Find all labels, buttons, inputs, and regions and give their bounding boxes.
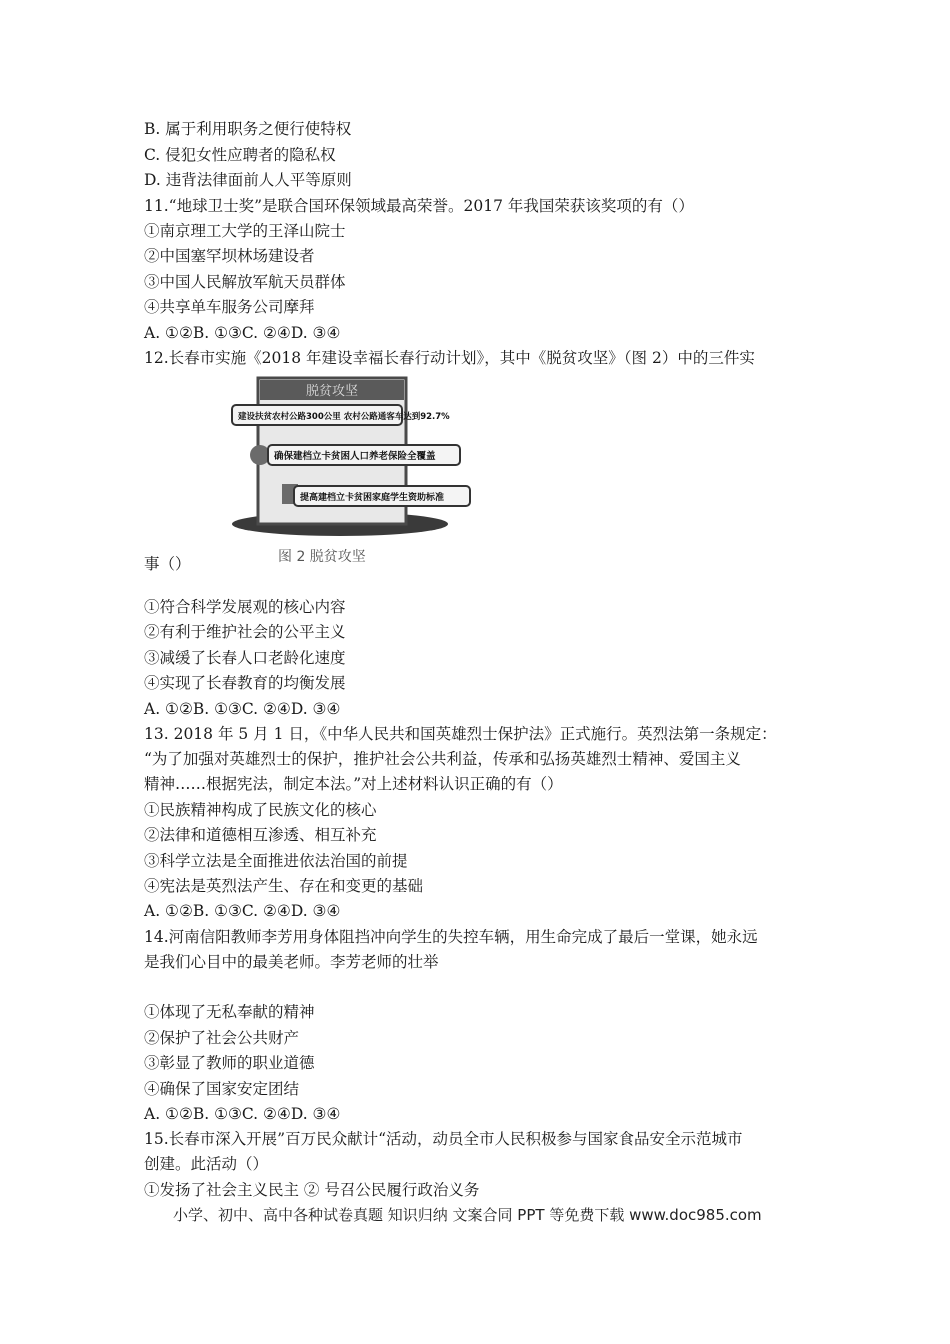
q14-statement-3: ③彰显了教师的职业道德 (144, 1054, 315, 1072)
q14-statement-1: ①体现了无私奉献的精神 (144, 1003, 315, 1021)
footer-download-notice: 小学、初中、高中各种试卷真题 知识归纳 文案合同 PPT 等免费下载 www.doc985.com (173, 1206, 762, 1224)
q11-statement-2: ②中国塞罕坝林场建设者 (144, 247, 315, 265)
question-12: 12.长春市实施《2018 年建设幸福长春行动计划》，其中《脱贫攻坚》（图 2）中的三件实 (144, 349, 755, 367)
question-13: 13. 2018 年 5 月 1 日，《中华人民共和国英雄烈士保护法》正式施行。英烈法第一条规定： (144, 725, 777, 743)
figure-graphic (230, 372, 530, 572)
question-14: 14.河南信阳教师李芳用身体阻挡冲向学生的失控车辆，用生命完成了最后一堂课，她永远 (144, 928, 758, 946)
figure-caption: 图 2 脱贫攻坚 (278, 549, 366, 565)
question-15-continued: 创建。此活动（） (144, 1155, 269, 1173)
figure-item-1-text: 建设扶贫农村公路300公里 农村公路通客车达到92.7% (238, 412, 450, 422)
figure-item-3-text: 提高建档立卡贫困家庭学生资助标准 (300, 493, 445, 503)
q13-statement-4: ④宪法是英烈法产生、存在和变更的基础 (144, 877, 424, 895)
option-c-q10: C. 侵犯女性应聘者的隐私权 (144, 146, 336, 164)
option-d-q10: D. 违背法律面前人人平等原则 (144, 171, 352, 189)
question-12-continued: 事（） (144, 555, 191, 573)
q14-statement-2: ②保护了社会公共财产 (144, 1029, 300, 1047)
q13-statement-2: ②法律和道德相互渗透、相互补充 (144, 826, 377, 844)
q12-statement-4: ④实现了长春教育的均衡发展 (144, 674, 346, 692)
q11-statement-1: ①南京理工大学的王泽山院士 (144, 222, 346, 240)
figure-item-2-text: 确保建档立卡贫困人口养老保险全覆盖 (274, 451, 436, 462)
question-15: 15.长春市深入开展”百万民众献计“活动，动员全市人民积极参与国家食品安全示范城市 (144, 1130, 743, 1148)
question-11: 11.“地球卫士奖”是联合国环保领域最高荣誉。2017 年我国荣获该奖项的有（） (144, 197, 694, 215)
q12-statement-1: ①符合科学发展观的核心内容 (144, 598, 346, 616)
question-14-continued: 是我们心目中的最美老师。李芳老师的壮举 (144, 953, 439, 971)
q15-statements-1-2: ①发扬了社会主义民主 ② 号召公民履行政治义务 (144, 1181, 480, 1199)
figure-banner-text: 脱贫攻坚 (305, 384, 359, 399)
q13-answer-options: A. ①②B. ①③C. ②④D. ③④ (144, 902, 341, 920)
q14-statement-4: ④确保了国家安定团结 (144, 1080, 300, 1098)
q13-statement-3: ③科学立法是全面推进依法治国的前提 (144, 852, 408, 870)
figure-2-poverty-alleviation (230, 372, 530, 572)
q12-statement-3: ③减缓了长春人口老龄化速度 (144, 649, 346, 667)
question-13-quote-end: 精神……根据宪法，制定本法。”对上述材料认识正确的有（） (144, 775, 563, 793)
q11-statement-3: ③中国人民解放军航天员群体 (144, 273, 346, 291)
q11-statement-4: ④共享单车服务公司摩拜 (144, 298, 315, 316)
q11-answer-options: A. ①②B. ①③C. ②④D. ③④ (144, 324, 341, 342)
question-13-quote: “为了加强对英雄烈士的保护，推护社会公共利益，传承和弘扬英雄烈士精神、爱国主义 (144, 750, 741, 768)
option-b-q10: B. 属于利用职务之便行使特权 (144, 120, 352, 138)
q12-answer-options: A. ①②B. ①③C. ②④D. ③④ (144, 700, 341, 718)
q14-answer-options: A. ①②B. ①③C. ②④D. ③④ (144, 1105, 341, 1123)
q13-statement-1: ①民族精神构成了民族文化的核心 (144, 801, 377, 819)
q12-statement-2: ②有利于维护社会的公平主义 (144, 623, 346, 641)
